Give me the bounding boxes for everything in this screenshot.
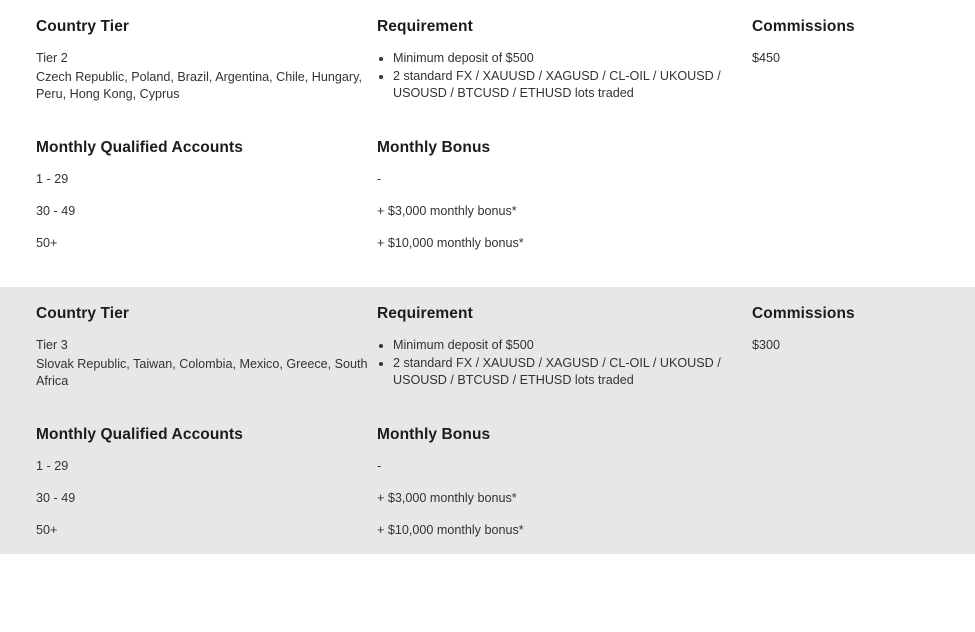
requirement-column: [377, 305, 752, 390]
monthly-accounts-row: 50+: [36, 236, 58, 250]
monthly-accounts-column: [0, 139, 377, 267]
tier-block-2: [0, 0, 975, 287]
monthly-bonus-column: [377, 426, 752, 554]
requirement-item: • Minimum deposit of $500: [393, 50, 752, 67]
monthly-accounts-row: 1 - 29: [36, 459, 69, 473]
country-tier-value: Tier 2: [36, 51, 68, 65]
commissions-heading: Commissions: [752, 18, 855, 35]
monthly-accounts-row: 50+: [36, 523, 58, 537]
monthly-accounts-heading: Monthly Qualified Accounts: [36, 139, 243, 156]
monthly-bonus-row: -: [377, 459, 382, 473]
tier-summary-row: [0, 305, 975, 390]
requirement-heading: Requirement: [377, 305, 473, 322]
commissions-heading: Commissions: [752, 305, 855, 322]
tier-summary-row: [0, 18, 975, 103]
requirement-list: [377, 50, 752, 102]
commissions-value: $300: [752, 338, 781, 352]
monthly-accounts-row: 1 - 29: [36, 172, 69, 186]
requirement-column: [377, 18, 752, 103]
monthly-bonus-row: + $3,000 monthly bonus*: [377, 204, 517, 218]
requirement-item: • Minimum deposit of $500: [393, 337, 752, 354]
tier-bonus-row: [0, 139, 975, 267]
tier-block-3: [0, 287, 975, 554]
monthly-accounts-heading: Monthly Qualified Accounts: [36, 426, 243, 443]
requirement-list: [377, 337, 752, 389]
requirement-item: • 2 standard FX / XAUUSD / XAGUSD / CL-OIL / UKOUSD / USOUSD / BTCUSD / ETHUSD lots traded: [393, 68, 752, 102]
monthly-accounts-column: [0, 426, 377, 554]
monthly-bonus-heading: Monthly Bonus: [377, 426, 491, 443]
commissions-value: $450: [752, 51, 781, 65]
requirement-heading: Requirement: [377, 18, 473, 35]
monthly-bonus-heading: Monthly Bonus: [377, 139, 491, 156]
monthly-bonus-column: [377, 139, 752, 267]
monthly-bonus-row: + $10,000 monthly bonus*: [377, 523, 524, 537]
block-spacer: [0, 267, 975, 287]
monthly-accounts-row: 30 - 49: [36, 491, 76, 505]
tier-bonus-row: [0, 426, 975, 554]
monthly-bonus-row: + $10,000 monthly bonus*: [377, 236, 524, 250]
commissions-column: [752, 18, 975, 67]
country-tier-value: Tier 3: [36, 338, 68, 352]
country-tier-column: [0, 305, 377, 390]
country-tier-column: [0, 18, 377, 103]
monthly-accounts-row: 30 - 49: [36, 204, 76, 218]
monthly-bonus-row: -: [377, 172, 382, 186]
country-tier-countries: Czech Republic, Poland, Brazil, Argentina, Chile, Hungary, Peru, Hong Kong, Cyprus: [36, 70, 362, 101]
monthly-bonus-row: + $3,000 monthly bonus*: [377, 491, 517, 505]
country-tier-countries: Slovak Republic, Taiwan, Colombia, Mexico, Greece, South Africa: [36, 357, 368, 388]
requirement-item: • 2 standard FX / XAUUSD / XAGUSD / CL-OIL / UKOUSD / USOUSD / BTCUSD / ETHUSD lots traded: [393, 355, 752, 389]
country-tier-heading: Country Tier: [36, 305, 130, 322]
country-tier-heading: Country Tier: [36, 18, 130, 35]
commissions-column: [752, 305, 975, 354]
